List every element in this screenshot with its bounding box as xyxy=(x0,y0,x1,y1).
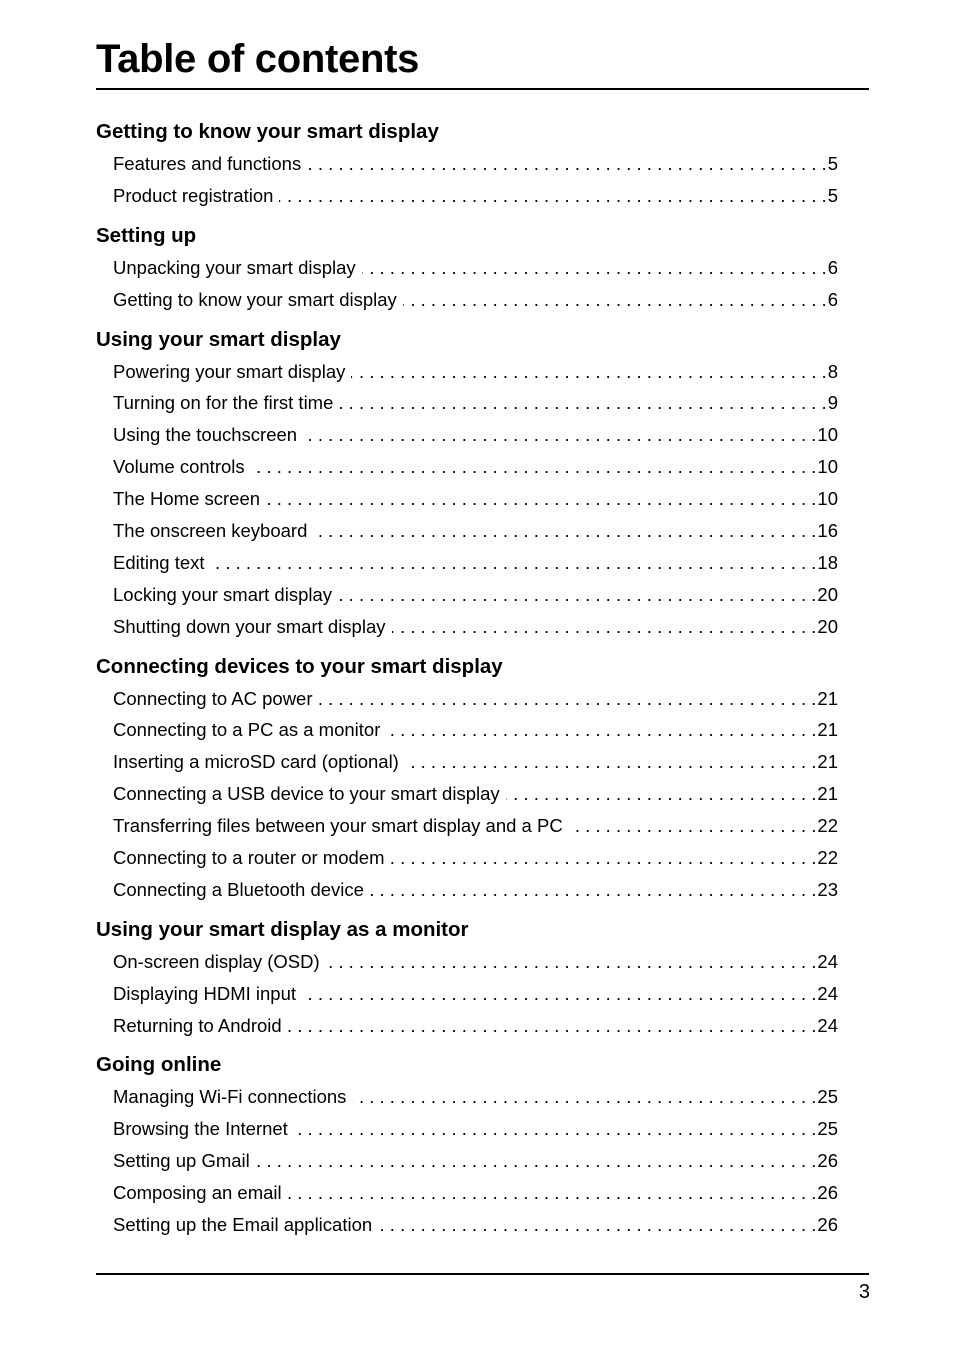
entry-title: Shutting down your smart display xyxy=(113,615,386,637)
title-divider xyxy=(96,88,869,90)
dot-leader xyxy=(392,611,818,643)
entry-title: Managing Wi-Fi connections xyxy=(113,1086,347,1108)
toc-entry[interactable] xyxy=(96,1209,838,1241)
entry-title: On-screen display (OSD) xyxy=(113,950,320,972)
toc-entry[interactable] xyxy=(96,611,838,643)
entry-title: Connecting to a router or modem xyxy=(113,847,385,869)
entry-title: Editing text xyxy=(113,551,205,573)
entry-title: The Home screen xyxy=(113,488,261,510)
toc-entry[interactable] xyxy=(96,356,838,388)
section-heading[interactable]: Going online xyxy=(96,1053,222,1077)
entry-page-number: 24 xyxy=(817,950,838,972)
toc-entry[interactable] xyxy=(96,842,838,874)
dot-leader xyxy=(288,1177,818,1209)
dot-leader xyxy=(302,978,817,1010)
toc-section xyxy=(96,651,838,906)
entry-title: Setting up the Email application xyxy=(113,1214,373,1236)
toc-entry[interactable] xyxy=(96,746,838,778)
toc-entry[interactable] xyxy=(96,1177,838,1209)
dot-leader xyxy=(294,1113,818,1145)
entry-title: Unpacking your smart display xyxy=(113,256,356,278)
entry-page-number: 5 xyxy=(827,153,838,174)
entry-title: Volume controls xyxy=(113,456,245,478)
entry-page-number: 23 xyxy=(817,878,838,900)
toc-entry[interactable] xyxy=(96,810,838,842)
entry-title: The onscreen keyboard xyxy=(113,520,308,542)
entry-title: Connecting to a PC as a monitor xyxy=(113,719,381,741)
entry-title: Getting to know your smart display xyxy=(113,288,397,310)
entry-title: Locking your smart display xyxy=(113,583,333,605)
entry-page-number: 16 xyxy=(817,520,838,542)
entry-page-number: 26 xyxy=(817,1214,838,1236)
section-heading[interactable]: Using your smart display as a monitor xyxy=(96,917,469,941)
toc-entry[interactable] xyxy=(96,946,838,978)
dot-leader xyxy=(307,148,828,180)
entry-page-number: 9 xyxy=(827,392,838,414)
section-heading[interactable]: Using your smart display xyxy=(96,327,341,351)
entry-title: Product registration xyxy=(113,184,274,206)
toc-entry[interactable] xyxy=(96,547,838,579)
section-heading[interactable]: Getting to know your smart display xyxy=(96,120,439,143)
entry-page-number: 6 xyxy=(827,288,838,310)
dot-leader xyxy=(362,252,828,284)
toc-entry[interactable] xyxy=(96,451,838,483)
toc-entry[interactable] xyxy=(96,515,838,547)
entry-page-number: 26 xyxy=(817,1182,838,1204)
entry-page-number: 22 xyxy=(817,815,838,837)
entry-title: Transferring files between your smart display and a PC xyxy=(113,815,563,837)
entry-page-number: 22 xyxy=(817,847,838,869)
toc-entry[interactable] xyxy=(96,1145,838,1177)
toc-entry[interactable] xyxy=(96,483,838,515)
entry-page-number: 26 xyxy=(817,1150,838,1172)
entry-title: Powering your smart display xyxy=(113,360,346,382)
dot-leader xyxy=(351,356,827,388)
dot-leader xyxy=(403,284,828,316)
toc-section xyxy=(96,1049,838,1240)
dot-leader xyxy=(338,579,817,611)
dot-leader xyxy=(279,180,827,212)
entry-title: Using the touchscreen xyxy=(113,424,298,446)
entry-title: Features and functions xyxy=(113,153,302,174)
dot-leader xyxy=(339,387,827,419)
toc-entry[interactable] xyxy=(96,579,838,611)
dot-leader xyxy=(506,778,818,810)
entry-page-number: 18 xyxy=(817,551,838,573)
dot-leader xyxy=(370,874,817,906)
entry-page-number: 6 xyxy=(827,256,838,278)
page-number: 3 xyxy=(858,1281,870,1303)
entry-page-number: 24 xyxy=(817,982,838,1004)
entry-title: Returning to Android xyxy=(113,1014,282,1036)
toc-entry[interactable] xyxy=(96,419,838,451)
entry-page-number: 21 xyxy=(817,687,838,709)
dot-leader xyxy=(326,946,818,978)
toc-section xyxy=(96,914,838,1042)
entry-page-number: 10 xyxy=(817,488,838,510)
entry-page-number: 10 xyxy=(817,456,838,478)
dot-leader xyxy=(390,842,817,874)
toc-section xyxy=(96,324,838,643)
section-heading[interactable]: Connecting devices to your smart display xyxy=(96,654,503,678)
toc-entry[interactable] xyxy=(96,180,838,212)
entry-title: Setting up Gmail xyxy=(113,1150,250,1172)
dot-leader xyxy=(319,683,818,715)
entry-title: Displaying HDMI input xyxy=(113,982,297,1004)
entry-page-number: 25 xyxy=(817,1086,838,1108)
footer-divider xyxy=(96,1273,869,1275)
toc-entry[interactable] xyxy=(96,778,838,810)
dot-leader xyxy=(378,1209,817,1241)
dot-leader xyxy=(405,746,818,778)
dot-leader xyxy=(303,419,817,451)
dot-leader xyxy=(569,810,818,842)
dot-leader xyxy=(256,1145,818,1177)
entry-title: Inserting a microSD card (optional) xyxy=(113,751,399,773)
dot-leader xyxy=(251,451,818,483)
entry-page-number: 10 xyxy=(817,424,838,446)
entry-title: Browsing the Internet xyxy=(113,1118,288,1140)
entry-page-number: 21 xyxy=(817,719,838,741)
dot-leader xyxy=(352,1081,817,1113)
entry-title: Connecting a USB device to your smart display xyxy=(113,783,500,805)
entry-page-number: 8 xyxy=(827,360,838,382)
dot-leader xyxy=(266,483,817,515)
toc-section xyxy=(96,220,838,316)
entry-page-number: 24 xyxy=(817,1014,838,1036)
toc-entry[interactable] xyxy=(96,1081,838,1113)
dot-leader xyxy=(386,714,817,746)
toc-entry[interactable] xyxy=(96,874,838,906)
toc-entry[interactable] xyxy=(96,1010,838,1042)
entry-page-number: 20 xyxy=(817,615,838,637)
toc-entry[interactable] xyxy=(96,387,838,419)
entry-page-number: 20 xyxy=(817,583,838,605)
section-heading[interactable]: Setting up xyxy=(96,223,197,247)
entry-title: Composing an email xyxy=(113,1182,282,1204)
toc-entry[interactable] xyxy=(96,284,838,316)
toc-section xyxy=(96,116,838,212)
toc-entry[interactable] xyxy=(96,683,838,715)
toc-entry[interactable] xyxy=(96,978,838,1010)
entry-title: Connecting to AC power xyxy=(113,687,313,709)
entry-page-number: 21 xyxy=(817,751,838,773)
toc-entry[interactable] xyxy=(96,714,838,746)
toc-entry[interactable] xyxy=(96,252,838,284)
entry-title: Turning on for the first time xyxy=(113,392,334,414)
table-of-contents xyxy=(96,116,838,1249)
dot-leader xyxy=(288,1010,818,1042)
toc-entry[interactable] xyxy=(96,1113,838,1145)
entry-page-number: 5 xyxy=(827,184,838,206)
toc-entry[interactable] xyxy=(96,148,838,180)
entry-page-number: 25 xyxy=(817,1118,838,1140)
dot-leader xyxy=(313,515,817,547)
dot-leader xyxy=(211,547,818,579)
entry-page-number: 21 xyxy=(817,783,838,805)
page-title: Table of contents xyxy=(96,37,420,81)
entry-title: Connecting a Bluetooth device xyxy=(113,878,364,900)
